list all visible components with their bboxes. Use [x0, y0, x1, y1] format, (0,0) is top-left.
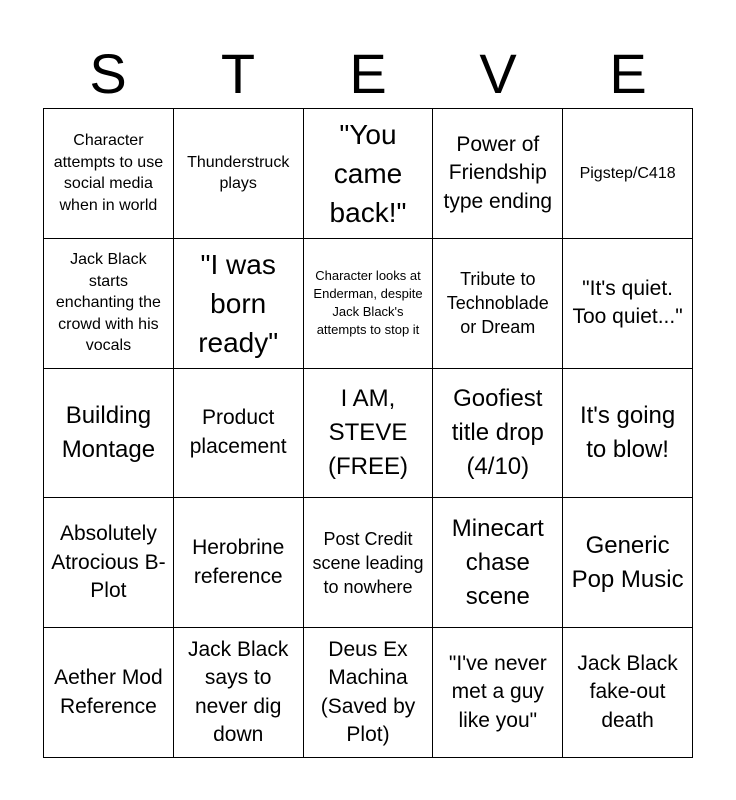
header-letter-e2: E [609, 42, 647, 105]
cell-text: Absolutely Atrocious B-Plot [51, 522, 166, 603]
cell-text: Building Montage [61, 401, 156, 463]
bingo-cell[interactable] [433, 109, 563, 239]
cell-text: It's going to blow! [579, 401, 676, 463]
bingo-cell[interactable] [304, 239, 434, 369]
bingo-cell[interactable] [433, 498, 563, 628]
bingo-cell[interactable] [563, 239, 693, 369]
bingo-cell[interactable] [174, 628, 304, 758]
bingo-cell[interactable] [174, 498, 304, 628]
bingo-header [43, 40, 693, 108]
bingo-cell[interactable] [563, 628, 693, 758]
bingo-cell[interactable] [44, 498, 174, 628]
cell-text: Jack Black fake-out death [577, 651, 678, 732]
bingo-cell[interactable] [563, 498, 693, 628]
cell-text: Minecart chase scene [451, 514, 544, 610]
cell-text: Character looks at Enderman, despite Jack Black's attempts to stop it [313, 268, 423, 338]
header-letter-s: S [89, 42, 127, 105]
cell-text: "I've never met a guy like you" [448, 651, 547, 732]
header-letter-v: V [479, 42, 517, 105]
bingo-cell[interactable] [563, 109, 693, 239]
bingo-cell[interactable] [433, 628, 563, 758]
cell-text: Goofiest title drop (4/10) [451, 384, 544, 480]
bingo-cell[interactable] [304, 498, 434, 628]
bingo-cell[interactable] [304, 369, 434, 499]
header-letter-t: T [220, 42, 256, 105]
bingo-cell[interactable] [44, 369, 174, 499]
bingo-cell[interactable] [44, 628, 174, 758]
bingo-cell[interactable] [433, 369, 563, 499]
cell-text: Aether Mod Reference [54, 666, 163, 718]
bingo-cell[interactable] [44, 239, 174, 369]
cell-text: Herobrine reference [192, 536, 285, 588]
bingo-cell[interactable] [304, 109, 434, 239]
bingo-cell[interactable] [433, 239, 563, 369]
cell-text: Deus Ex Machina (Saved by Plot) [320, 637, 416, 747]
bingo-cell[interactable] [174, 369, 304, 499]
cell-text: Post Credit scene leading to nowhere [312, 528, 424, 597]
cell-text: "You came back!" [329, 118, 407, 228]
cell-text: Character attempts to use social media when in world [53, 132, 164, 214]
cell-text: Product placement [189, 406, 287, 458]
bingo-cell[interactable] [174, 109, 304, 239]
bingo-cell[interactable] [304, 628, 434, 758]
cell-text: I AM, STEVE (FREE) [327, 384, 408, 480]
cell-text: Jack Black says to never dig down [188, 637, 289, 747]
cell-text: "It's quiet. Too quiet..." [572, 276, 683, 329]
cell-text: Tribute to Technoblade or Dream [446, 269, 549, 338]
bingo-cell[interactable] [563, 369, 693, 499]
bingo-cell[interactable] [44, 109, 174, 239]
cell-text: Jack Black starts enchanting the crowd with his vocals [55, 251, 161, 355]
bingo-board [43, 108, 693, 758]
cell-text: Pigstep/C418 [579, 164, 676, 182]
cell-text: "I was born ready" [198, 248, 279, 358]
header-letter-e: E [349, 42, 387, 105]
cell-text: Thunderstruck plays [187, 153, 290, 193]
cell-text: Generic Pop Music [571, 531, 684, 593]
cell-text: Power of Friendship type ending [443, 132, 553, 213]
bingo-cell[interactable] [174, 239, 304, 369]
